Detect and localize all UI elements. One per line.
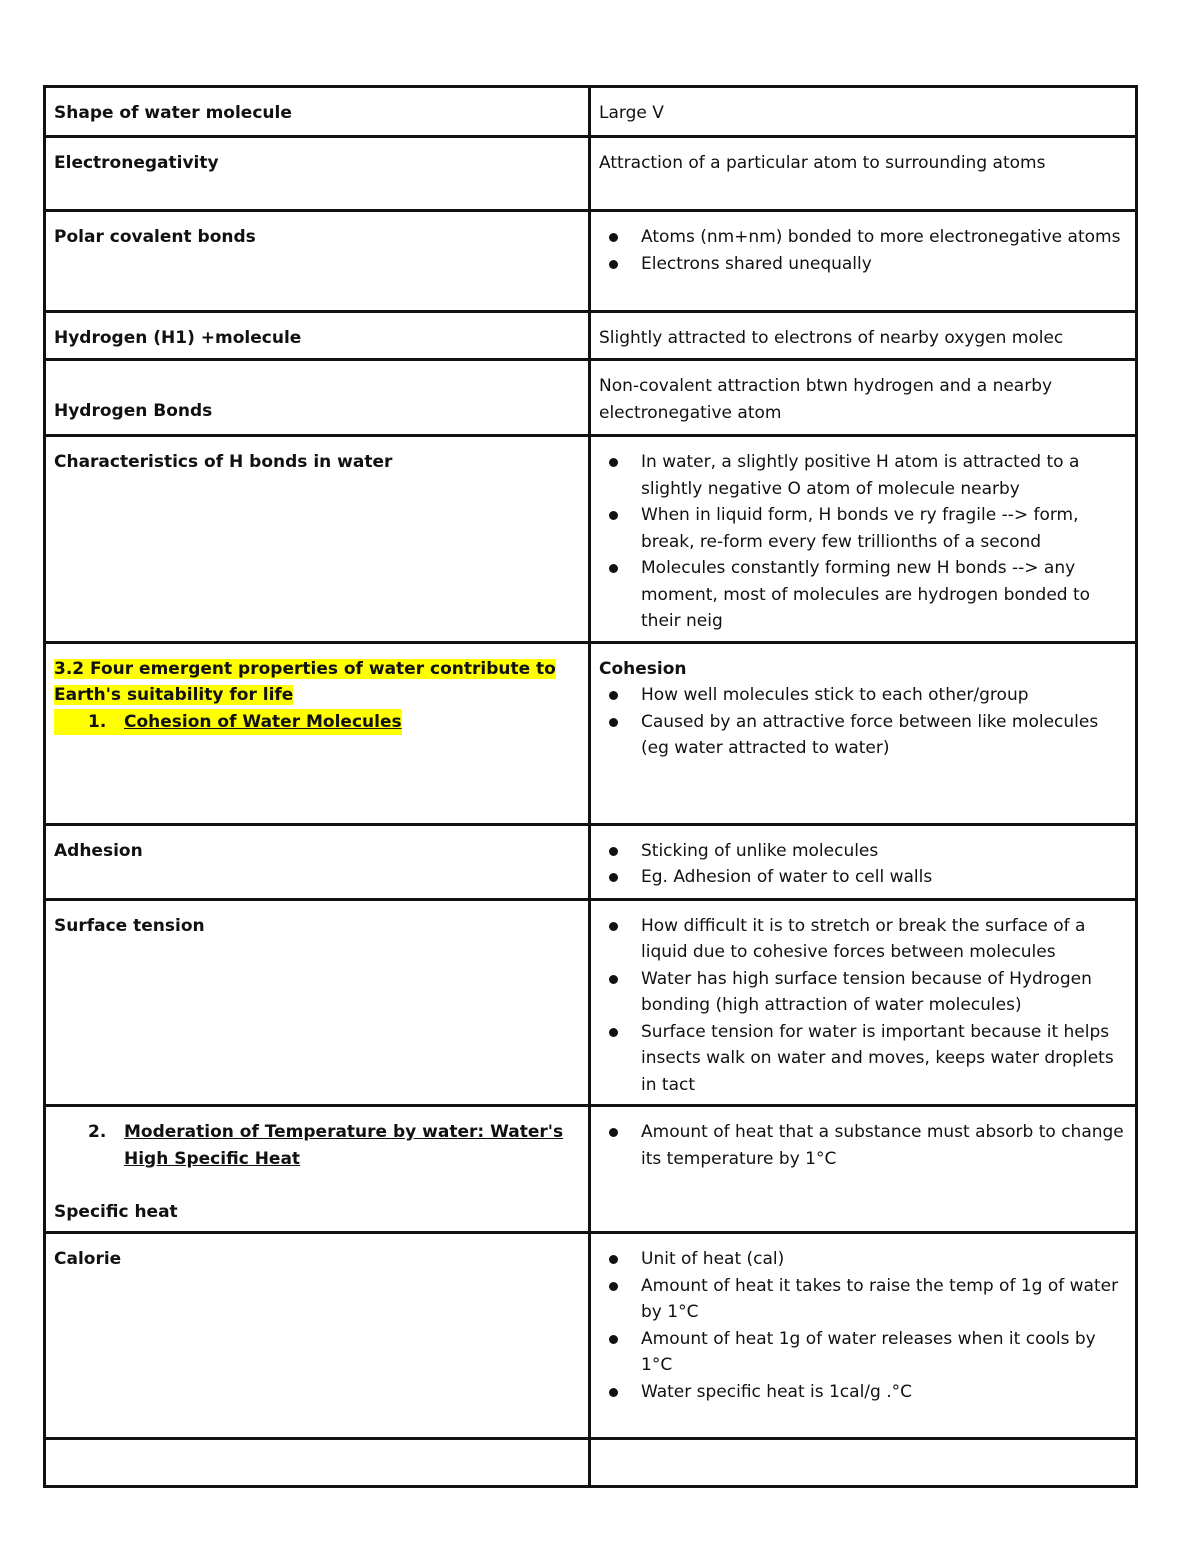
list-item: Sticking of unlike molecules bbox=[599, 838, 1127, 865]
term-cell bbox=[45, 1233, 590, 1439]
notes-table bbox=[43, 85, 1138, 1488]
term-label: Specific heat bbox=[54, 1201, 178, 1222]
bullet-list bbox=[599, 913, 1127, 1099]
term-cell bbox=[45, 87, 590, 137]
definition-cell bbox=[590, 1233, 1137, 1439]
term-label: Shape of water molecule bbox=[54, 103, 292, 123]
heading-number: 2. bbox=[88, 1122, 107, 1142]
term-cell bbox=[45, 824, 590, 899]
list-item: Water specific heat is 1cal/g .°C bbox=[599, 1379, 1127, 1406]
list-item: When in liquid form, H bonds ve ry fragile --> form, break, re-form every few trillionths of a second bbox=[599, 502, 1127, 555]
list-item: Electrons shared unequally bbox=[599, 251, 1127, 278]
heading-title: Cohesion of Water Molecules bbox=[124, 709, 402, 736]
definition-text: Attraction of a particular atom to surrounding atoms bbox=[599, 153, 1046, 173]
definition-cell bbox=[590, 436, 1137, 643]
term-cell bbox=[45, 1439, 590, 1487]
term-cell bbox=[45, 211, 590, 312]
definition-cell bbox=[590, 211, 1137, 312]
table-row bbox=[45, 1233, 1137, 1439]
term-cell bbox=[45, 899, 590, 1106]
table-row bbox=[45, 642, 1137, 824]
bullet-list bbox=[599, 1119, 1127, 1172]
definition-cell bbox=[590, 312, 1137, 360]
list-item: Atoms (nm+nm) bonded to more electronegative atoms bbox=[599, 224, 1127, 251]
list-item: Eg. Adhesion of water to cell walls bbox=[599, 864, 1127, 891]
term-cell bbox=[45, 360, 590, 436]
term-label: Electronegativity bbox=[54, 153, 219, 173]
numbered-heading bbox=[54, 709, 580, 736]
table-row bbox=[45, 1106, 1137, 1233]
definition-cell bbox=[590, 824, 1137, 899]
term-cell bbox=[45, 1106, 590, 1233]
list-item: How well molecules stick to each other/group bbox=[599, 682, 1127, 709]
list-item: Amount of heat 1g of water releases when it cools by 1°C bbox=[599, 1326, 1127, 1379]
bullet-list bbox=[599, 224, 1127, 277]
term-cell bbox=[45, 137, 590, 211]
list-item: In water, a slightly positive H atom is attracted to a slightly negative O atom of molecule nearby bbox=[599, 449, 1127, 502]
table-row bbox=[45, 436, 1137, 643]
table-row bbox=[45, 1439, 1137, 1487]
spacer bbox=[54, 1172, 580, 1199]
table-row bbox=[45, 899, 1137, 1106]
term-label: Adhesion bbox=[54, 840, 143, 861]
list-item: Caused by an attractive force between like molecules (eg water attracted to water) bbox=[599, 709, 1127, 762]
term-cell bbox=[45, 312, 590, 360]
table-row bbox=[45, 360, 1137, 436]
definition-cell bbox=[590, 1106, 1137, 1233]
table-row bbox=[45, 87, 1137, 137]
term-cell bbox=[45, 436, 590, 643]
list-item: Unit of heat (cal) bbox=[599, 1246, 1127, 1273]
list-item: Amount of heat it takes to raise the temp of 1g of water by 1°C bbox=[599, 1273, 1127, 1326]
term-label: Calorie bbox=[54, 1249, 122, 1269]
bullet-list bbox=[599, 1246, 1127, 1405]
table-row bbox=[45, 312, 1137, 360]
heading-number: 1. bbox=[54, 709, 124, 736]
definition-text: Non-covalent attraction btwn hydrogen and a nearby electronegative atom bbox=[599, 376, 1053, 423]
bullet-list bbox=[599, 682, 1127, 762]
list-item: How difficult it is to stretch or break the surface of a liquid due to cohesive forces between molecules bbox=[599, 913, 1127, 966]
term-label: Hydrogen (H1) +molecule bbox=[54, 328, 302, 348]
definition-cell bbox=[590, 137, 1137, 211]
table-row bbox=[45, 211, 1137, 312]
definition-text: Large V bbox=[599, 103, 664, 123]
definition-cell bbox=[590, 1439, 1137, 1487]
definition-cell bbox=[590, 899, 1137, 1106]
cohesion-heading: Cohesion bbox=[599, 658, 687, 679]
definition-text: Slightly attracted to electrons of nearby oxygen molec bbox=[599, 328, 1064, 348]
definition-cell bbox=[590, 642, 1137, 824]
section-cell bbox=[45, 642, 590, 824]
list-item: Water has high surface tension because of Hydrogen bonding (high attraction of water molecules) bbox=[599, 966, 1127, 1019]
term-label: Polar covalent bonds bbox=[54, 227, 256, 247]
definition-cell bbox=[590, 87, 1137, 137]
term-label: Surface tension bbox=[54, 915, 205, 936]
numbered-heading bbox=[54, 1119, 580, 1172]
table-row bbox=[45, 137, 1137, 211]
section-title: 3.2 Four emergent properties of water contribute to Earth's suitability for life bbox=[54, 658, 556, 705]
table-row bbox=[45, 824, 1137, 899]
list-item: Surface tension for water is important because it helps insects walk on water and moves, keeps water droplets in tact bbox=[599, 1019, 1127, 1099]
definition-cell bbox=[590, 360, 1137, 436]
bullet-list bbox=[599, 838, 1127, 891]
list-item: Amount of heat that a substance must absorb to change its temperature by 1°C bbox=[599, 1119, 1127, 1172]
heading-title: Moderation of Temperature by water: Water's High Specific Heat bbox=[124, 1122, 564, 1169]
term-label: Characteristics of H bonds in water bbox=[54, 452, 393, 472]
bullet-list bbox=[599, 449, 1127, 635]
list-item: Molecules constantly forming new H bonds --> any moment, most of molecules are hydrogen bonded to their neig bbox=[599, 555, 1127, 635]
term-label: Hydrogen Bonds bbox=[54, 400, 213, 421]
